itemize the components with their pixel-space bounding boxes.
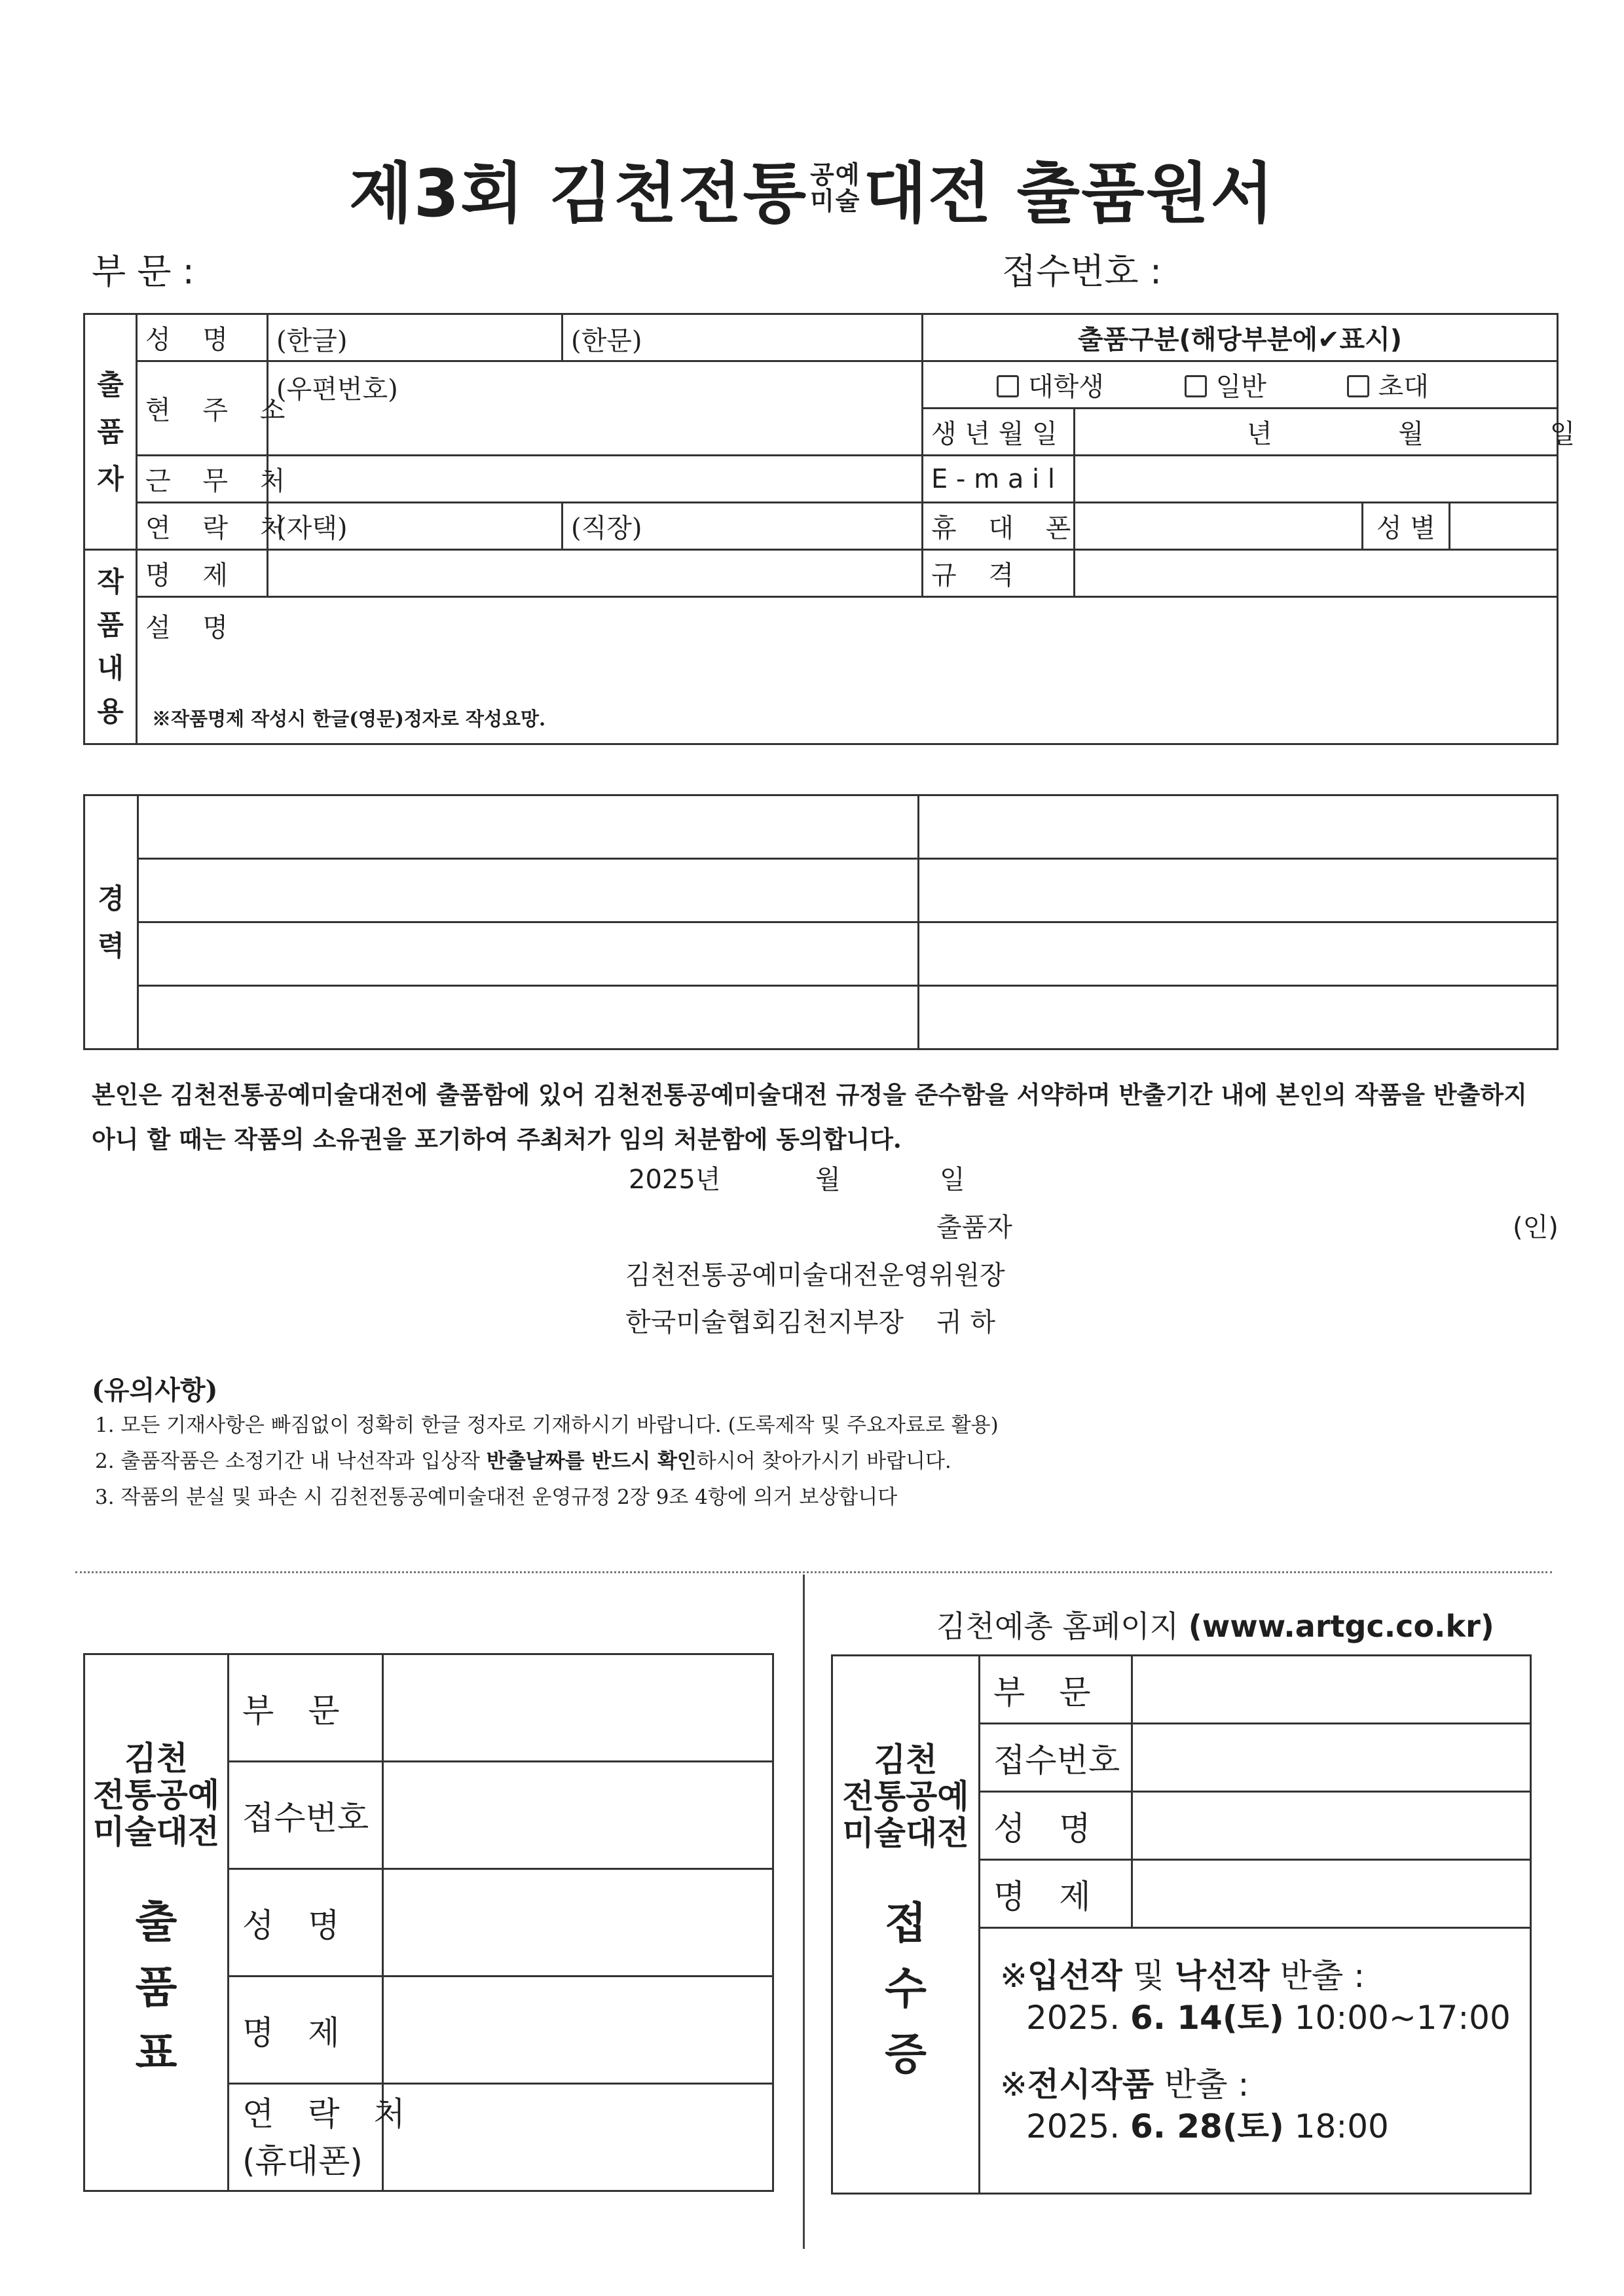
homepage-line bbox=[936, 1603, 1494, 1646]
entry-tag-field-contact[interactable] bbox=[383, 2084, 773, 2191]
name-label: 성 명 bbox=[137, 314, 268, 361]
option-invited[interactable]: 초대 bbox=[1347, 372, 1429, 402]
entry-tag-field-title[interactable] bbox=[383, 1977, 773, 2084]
homepage-label: 김천예총 홈페이지 bbox=[936, 1609, 1179, 1644]
entry-tag-org-2: 전통공예 bbox=[92, 1776, 220, 1814]
address-label: 현 주 소 bbox=[137, 361, 268, 456]
entry-tag-field-division[interactable] bbox=[383, 1654, 773, 1762]
note-item-2-emphasis: 반출날짜를 반드시 확인 bbox=[486, 1449, 697, 1473]
entry-tag-table bbox=[83, 1653, 774, 2192]
office-phone-field[interactable] bbox=[563, 503, 923, 550]
pledge-year: 2025년 bbox=[629, 1165, 721, 1195]
homepage-url: (www.artgc.co.kr) bbox=[1188, 1609, 1494, 1644]
pickup-date-1: 2025. 6. 14(토) 10:00~17:00 bbox=[1026, 1999, 1511, 2037]
notes-list bbox=[95, 1408, 999, 1516]
home-phone-hint: (자택) bbox=[276, 513, 348, 543]
career-field-2b[interactable] bbox=[919, 859, 1558, 922]
entry-tag-header bbox=[84, 1654, 229, 2191]
artwork-size-label: 규 격 bbox=[923, 550, 1075, 597]
artwork-size-field[interactable] bbox=[1075, 550, 1558, 597]
title-stack-top: 공예 bbox=[810, 160, 861, 189]
artwork-description-label: 설 명 bbox=[145, 613, 240, 643]
receipt-org-3: 미술대전 bbox=[842, 1814, 969, 1852]
pledge-text: 본인은 김천전통공예미술대전에 출품함에 있어 김천전통공예미술대전 규정을 준수함을 서약하며 반출기간 내에 본인의 작품을 반출하지 아니 할 때는 작품의 소유권을 포기하여 주최처가 임의 처분함에 동의합니다. bbox=[92, 1080, 1527, 1154]
receipt-table bbox=[831, 1654, 1532, 2195]
career-group-label: 경 력 bbox=[84, 795, 138, 1049]
title-main-after: 대전 출품원서 bbox=[863, 155, 1275, 232]
name-hangul-field[interactable] bbox=[268, 314, 563, 361]
birth-month-label: 월 bbox=[1398, 419, 1424, 449]
receipt-org-2: 전통공예 bbox=[842, 1777, 969, 1815]
checkbox-student[interactable] bbox=[997, 375, 1019, 397]
pledge-month: 월 bbox=[815, 1165, 841, 1195]
pledge-day: 일 bbox=[940, 1165, 965, 1195]
receipt-row-label: 접수번호 bbox=[980, 1724, 1132, 1792]
career-field-4b[interactable] bbox=[919, 986, 1558, 1049]
career-table bbox=[83, 794, 1559, 1050]
mobile-field[interactable] bbox=[1075, 503, 1363, 550]
entry-tag-field-name[interactable] bbox=[383, 1869, 773, 1977]
artwork-title-label: 명 제 bbox=[137, 550, 268, 597]
note-item-1: 1. 모든 기재사항은 빠짐없이 정확히 한글 정자로 기재하시기 바랍니다. (도록제작 및 주요자료로 활용) bbox=[95, 1413, 999, 1437]
option-student[interactable]: 대학생 bbox=[997, 372, 1104, 402]
pickup-accepted-rejected: ※입선작 및 낙선작 반출 : bbox=[1000, 1957, 1365, 1995]
email-field[interactable] bbox=[1075, 456, 1558, 503]
artwork-description-field[interactable] bbox=[137, 597, 1558, 744]
receipt-row-label: 부 문 bbox=[980, 1656, 1132, 1724]
entry-tag-contact-label: 연 락 처 (휴대폰) bbox=[229, 2084, 383, 2191]
receipt-row-label: 명 제 bbox=[980, 1860, 1132, 1928]
recipient-1: 김천전통공예미술대전운영위원장 bbox=[625, 1260, 1005, 1290]
career-field-4a[interactable] bbox=[138, 986, 919, 1049]
receipt-header bbox=[832, 1656, 980, 2194]
artwork-title-field[interactable] bbox=[268, 550, 923, 597]
form-title bbox=[0, 141, 1624, 235]
contact-label: 연 락 처 bbox=[137, 503, 268, 550]
receipt-row-label: 성 명 bbox=[980, 1792, 1132, 1860]
title-main-before: 제3회 김천전통 bbox=[349, 155, 808, 232]
name-hangul-hint: (한글) bbox=[276, 326, 348, 356]
honorific: 귀 하 bbox=[936, 1307, 995, 1338]
birth-day-label: 일 bbox=[1549, 419, 1576, 449]
entry-tag-row-label: 접수번호 bbox=[229, 1762, 383, 1869]
category-title: 출품구분(해당부분에✔표시) bbox=[923, 314, 1558, 361]
entry-tag-row-label: 성 명 bbox=[229, 1869, 383, 1977]
postal-hint: (우편번호) bbox=[276, 374, 398, 405]
name-hanja-field[interactable] bbox=[563, 314, 923, 361]
home-phone-field[interactable] bbox=[268, 503, 563, 550]
note-item-3: 3. 작품의 분실 및 파손 시 김천전통공예미술대전 운영규정 2장 9조 4항에 의거 보상합니다 bbox=[95, 1485, 898, 1509]
notes-title: (유의사항) bbox=[92, 1375, 218, 1406]
career-field-1a[interactable] bbox=[138, 795, 919, 859]
pickup-exhibited: ※전시작품 반출 : bbox=[1000, 2066, 1249, 2104]
address-field[interactable] bbox=[268, 361, 923, 456]
gender-label: 성 별 bbox=[1363, 503, 1450, 550]
receipt-number-label: 접수번호 : bbox=[1002, 251, 1162, 292]
recipient-2: 한국미술협회김천지부장 bbox=[625, 1307, 904, 1338]
artwork-group-label: 작 품 내 용 bbox=[84, 550, 137, 744]
receipt-field-title[interactable] bbox=[1132, 1860, 1531, 1928]
checkbox-invited[interactable] bbox=[1347, 375, 1369, 397]
title-stack bbox=[810, 162, 860, 214]
applicant-group-label: 출 품 자 bbox=[84, 314, 137, 550]
birth-field[interactable] bbox=[1075, 409, 1576, 456]
office-phone-hint: (직장) bbox=[571, 513, 642, 543]
note-item-2: 2. 출품작품은 소정기간 내 낙선작과 입상작 반출날짜를 반드시 확인하시어 찾아가시기 바랍니다. bbox=[95, 1449, 951, 1473]
cut-line bbox=[75, 1571, 1552, 1573]
gender-field[interactable] bbox=[1450, 503, 1558, 550]
title-stack-bottom: 미술 bbox=[810, 187, 861, 215]
entry-tag-org-1: 김천 bbox=[124, 1740, 188, 1777]
mobile-label: 휴 대 폰 bbox=[923, 503, 1075, 550]
entry-tag-title: 출 품 표 bbox=[135, 1897, 177, 2078]
birth-year-label: 년 bbox=[1247, 419, 1272, 449]
email-label: E - m a i l bbox=[923, 456, 1075, 503]
career-field-3b[interactable] bbox=[919, 922, 1558, 986]
receipt-field-division[interactable] bbox=[1132, 1656, 1531, 1724]
entry-tag-field-receipt[interactable] bbox=[383, 1762, 773, 1869]
pickup-date-2: 2025. 6. 28(토) 18:00 bbox=[1026, 2107, 1389, 2145]
name-hanja-hint: (한문) bbox=[571, 326, 642, 356]
receipt-field-receipt[interactable] bbox=[1132, 1724, 1531, 1792]
entry-tag-row-label: 명 제 bbox=[229, 1977, 383, 2084]
career-field-1b[interactable] bbox=[919, 795, 1558, 859]
receipt-org-1: 김천 bbox=[874, 1741, 938, 1779]
artwork-note: ※작품명제 작성시 한글(영문)정자로 작성요망. bbox=[152, 708, 546, 730]
workplace-field[interactable] bbox=[268, 456, 923, 503]
career-field-3a[interactable] bbox=[138, 922, 919, 986]
checkbox-general[interactable] bbox=[1185, 375, 1207, 397]
receipt-field-name[interactable] bbox=[1132, 1792, 1531, 1860]
pickup-info bbox=[980, 1928, 1531, 2194]
cut-separator bbox=[803, 1575, 805, 2249]
workplace-label: 근 무 처 bbox=[137, 456, 268, 503]
receipt-title: 접 수 증 bbox=[885, 1898, 927, 2079]
option-general[interactable]: 일반 bbox=[1185, 372, 1266, 402]
entry-tag-row-label: 부 문 bbox=[229, 1654, 383, 1762]
division-label: 부 문 : bbox=[92, 251, 194, 292]
career-field-2a[interactable] bbox=[138, 859, 919, 922]
seal-label: (인) bbox=[1513, 1212, 1559, 1243]
entry-tag-org-3: 미술대전 bbox=[92, 1813, 220, 1851]
category-options bbox=[923, 361, 1558, 409]
birth-label: 생 년 월 일 bbox=[923, 409, 1075, 456]
application-table bbox=[83, 313, 1576, 745]
applicant-sign-label: 출품자 bbox=[936, 1212, 1012, 1243]
